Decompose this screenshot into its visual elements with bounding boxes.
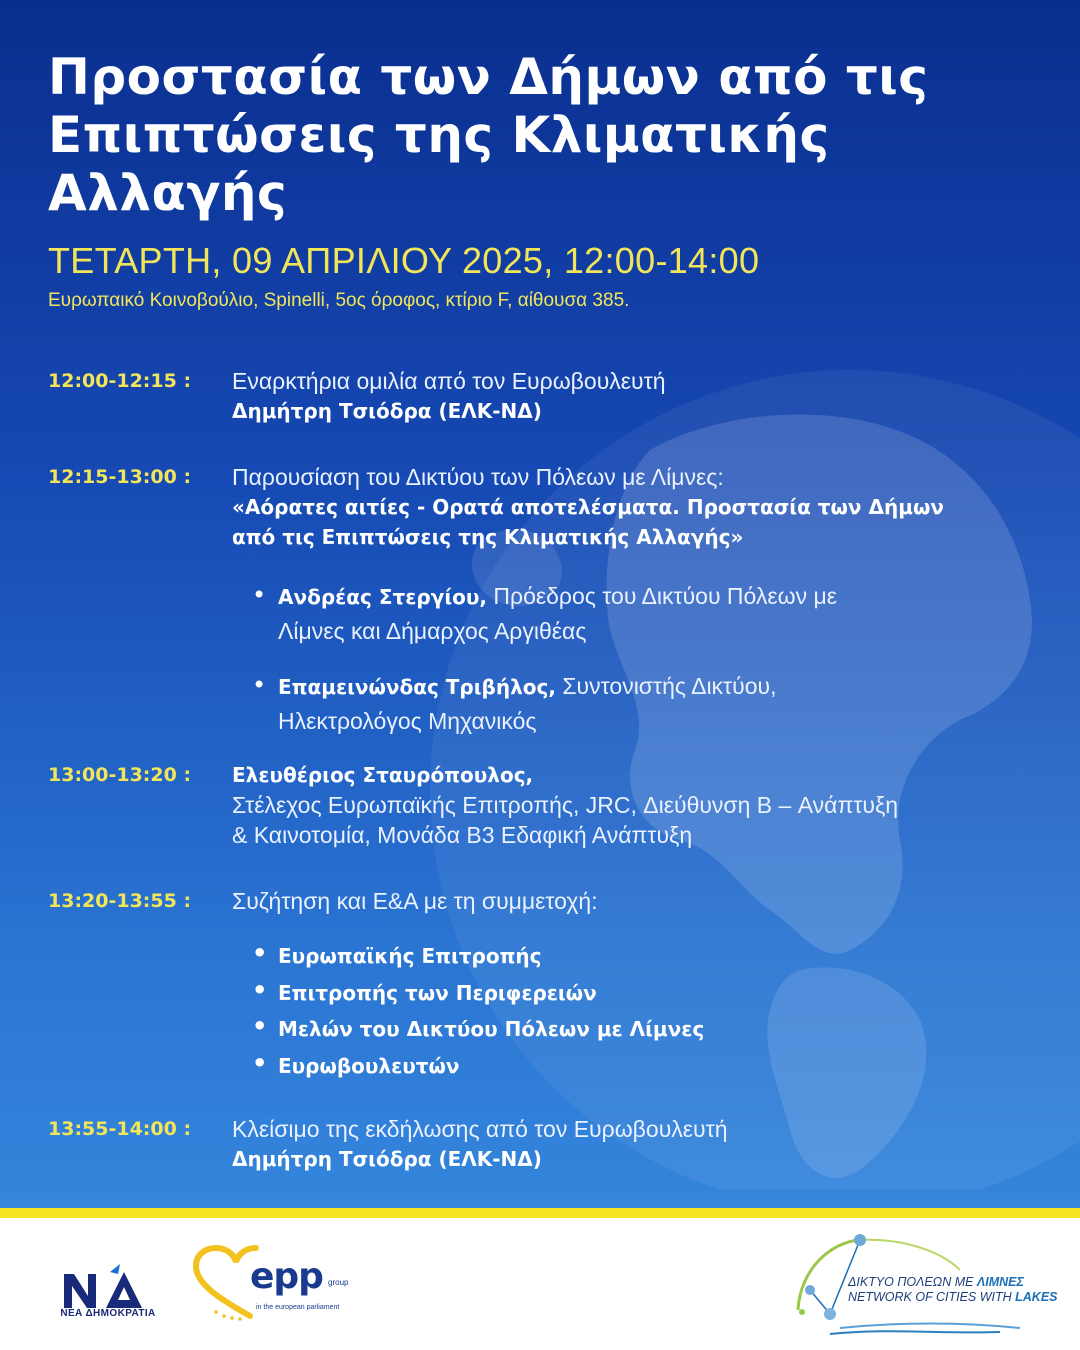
speaker-role: Συντονιστής Δικτύου, Ηλεκτρολόγος Μηχανικός <box>278 673 777 734</box>
agenda-item <box>48 886 1048 1084</box>
event-date: ΤΕΤΑΡΤΗ, 09 ΑΠΡΙΛΙΟΥ 2025, 12:00-14:00 <box>48 240 760 281</box>
lakes-logo-greek: ΔΙΚΤΥΟ ΠΟΛΕΩΝ ΜΕ ΛΙΜΝΕΣ <box>848 1275 1024 1289</box>
footer-yellow-bar <box>0 1208 1080 1218</box>
agenda-item <box>48 366 1048 426</box>
agenda-item <box>48 462 1048 740</box>
event-venue: Ευρωπαικό Κοινοβούλιο, Spinelli, 5ος όροφος, κτίριο F, αίθουσα 385. <box>48 290 630 311</box>
speaker-name: Επαμεινώνδας Τριβήλος, <box>278 675 556 699</box>
participant-item: • Ευρωπαϊκής Επιτροπής <box>232 938 1048 975</box>
header <box>48 48 1038 314</box>
epp-logo-subtitle: in the european parliament <box>256 1304 340 1311</box>
agenda-speaker: Ελευθέριος Σταυρόπουλος, <box>232 763 534 787</box>
agenda-time: 13:55-14:00 : <box>48 1118 192 1140</box>
speaker-item <box>232 580 892 650</box>
agenda-text: Συζήτηση και Ε&Α με τη συμμετοχή: <box>232 888 598 914</box>
speaker-item <box>232 670 892 740</box>
event-title: Προστασία των Δήμων από τις Επιπτώσεις της Κλιματικής Αλλαγής <box>48 48 929 222</box>
agenda-time: 13:20-13:55 : <box>48 890 192 912</box>
agenda-time: 13:00-13:20 : <box>48 764 192 786</box>
agenda-presentation-title: «Αόρατες αιτίες - Ορατά αποτελέσματα. Προστασία των Δήμων από τις Επιπτώσεις της Κλιματικής Αλλαγής» <box>232 495 944 549</box>
agenda-text: Στέλεχος Ευρωπαϊκής Επιτροπής, JRC, Διεύθυνση B – Ανάπτυξη & Καινοτομία, Μονάδα B3 Εδαφική Ανάπτυξη <box>232 792 899 848</box>
agenda-item <box>48 1114 1048 1174</box>
lakes-logo-english: NETWORK OF CITIES WITH LAKES <box>848 1290 1058 1304</box>
participant-item: • Ευρωβουλευτών <box>232 1048 1048 1085</box>
participant-item: • Μελών του Δικτύου Πόλεων με Λίμνες <box>232 1011 1048 1048</box>
agenda <box>48 366 1048 1174</box>
speaker-role: Πρόεδρος του Δικτύου Πόλεων με Λίμνες και Δήμαρχος Αργιθέας <box>278 583 837 644</box>
agenda-time: 12:15-13:00 : <box>48 466 192 488</box>
epp-logo-group: group <box>328 1278 349 1287</box>
speaker-name: Ανδρέας Στεργίου, <box>278 585 487 609</box>
participant-item: • Επιτροπής των Περιφερειών <box>232 975 1048 1012</box>
agenda-speaker: Δημήτρη Τσιόδρα (ΕΛΚ-ΝΔ) <box>232 399 542 423</box>
speaker-list <box>232 580 892 740</box>
nd-logo-text: ΝΕΑ ΔΗΜΟΚΡΑΤΙΑ <box>60 1308 156 1319</box>
agenda-item <box>48 760 1048 850</box>
agenda-text: Κλείσιμο της εκδήλωσης από τον Ευρωβουλευτή <box>232 1116 728 1142</box>
footer <box>0 1208 1080 1350</box>
participants-list <box>232 938 1048 1084</box>
agenda-time: 12:00-12:15 : <box>48 370 192 392</box>
agenda-text: Εναρκτήρια ομιλία από τον Ευρωβουλευτή <box>232 368 666 394</box>
epp-logo-word: epp <box>250 1256 323 1297</box>
agenda-text: Παρουσίαση του Δικτύου των Πόλεων με Λίμνες: <box>232 464 724 490</box>
agenda-speaker: Δημήτρη Τσιόδρα (ΕΛΚ-ΝΔ) <box>232 1147 542 1171</box>
